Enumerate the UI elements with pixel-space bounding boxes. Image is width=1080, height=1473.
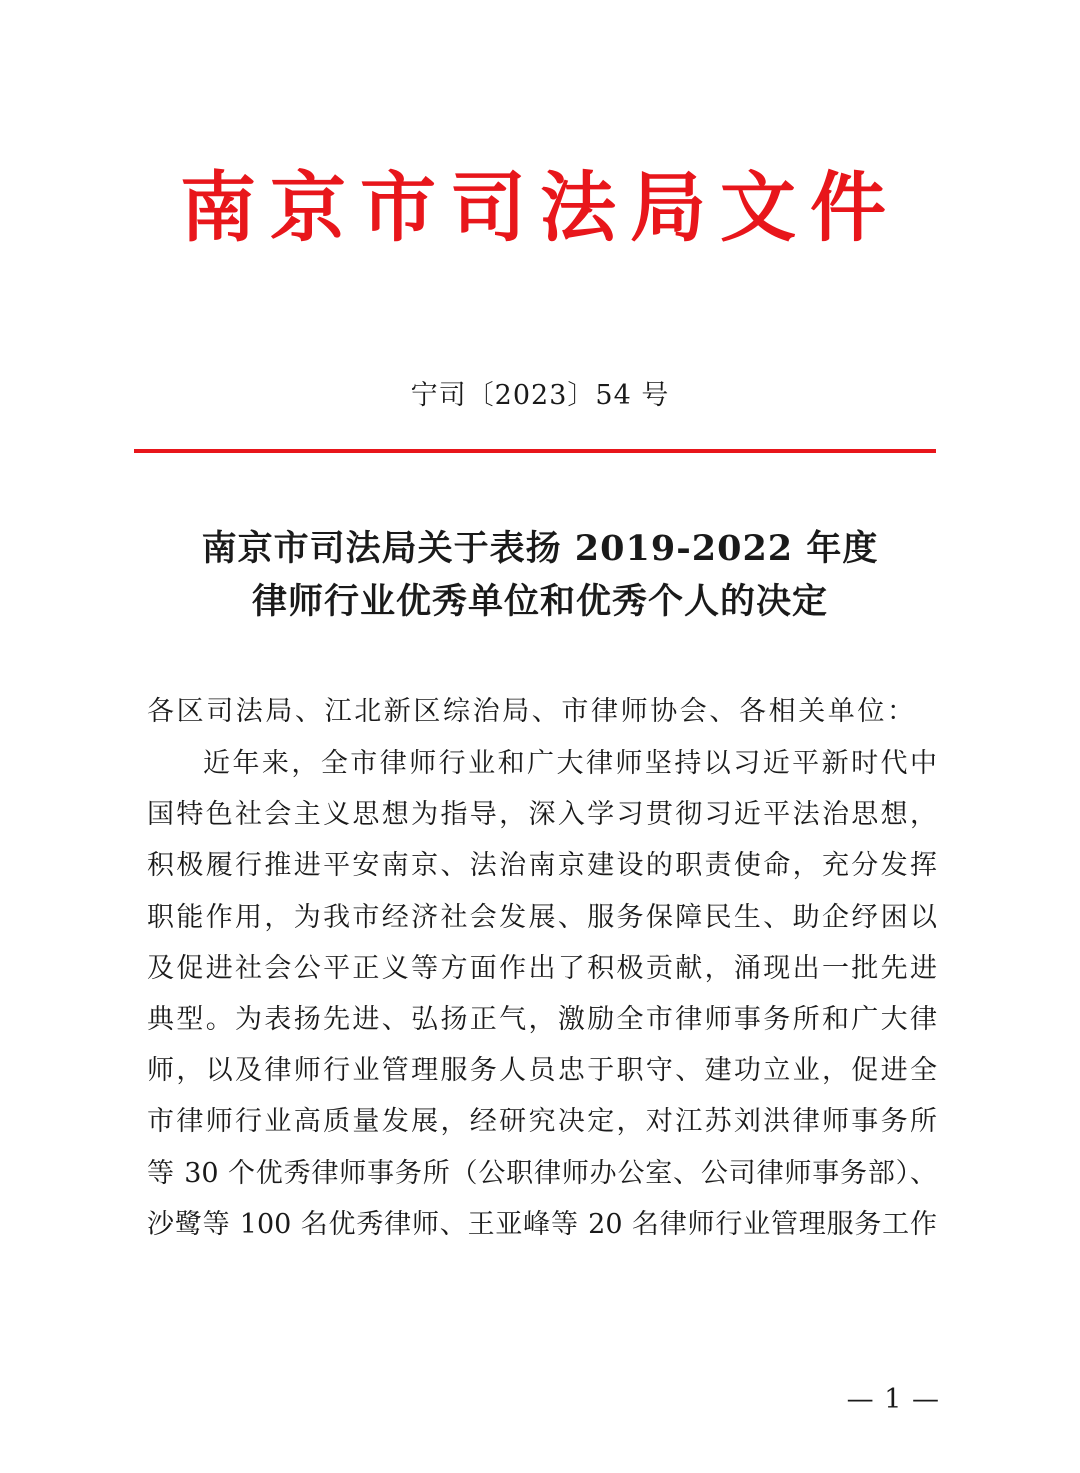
title-line-2: 律师行业优秀单位和优秀个人的决定 <box>251 581 828 622</box>
body-line: 师，以及律师行业管理服务人员忠于职守、建功立业，促进全 <box>147 1055 937 1087</box>
body-line: 积极履行推进平安南京、法治南京建设的职责使命，充分发挥 <box>147 850 937 882</box>
body-line: 市律师行业高质量发展，经研究决定，对江苏刘洪律师事务所 <box>147 1106 937 1138</box>
body-line: 沙鹭等 100 名优秀律师、王亚峰等 20 名律师行业管理服务工作 <box>147 1208 937 1240</box>
body-line: 近年来，全市律师行业和广大律师坚持以习近平新时代中 <box>203 748 937 779</box>
body-line: 典型。为表扬先进、弘扬正气，激励全市律师事务所和广大律 <box>147 1003 937 1035</box>
body-line: 职能作用，为我市经济社会发展、服务保障民生、助企纾困以 <box>147 901 937 933</box>
body-line: 国特色社会主义思想为指导，深入学习贯彻习近平法治思想， <box>147 799 937 831</box>
document-number: 宁司〔2023〕54 号 <box>410 380 670 411</box>
red-divider-line <box>134 449 936 453</box>
body-text <box>147 738 937 1250</box>
body-line: 等 30 个优秀律师事务所（公职律师办公室、公司律师事务部）、 <box>147 1157 937 1189</box>
issuer-header: 南京市司法局文件 <box>180 163 900 252</box>
title-line-1: 南京市司法局关于表扬 2019-2022 年度 <box>201 528 879 569</box>
page-number: — 1 — <box>846 1384 940 1415</box>
salutation: 各区司法局、江北新区综治局、市律师协会、各相关单位： <box>147 696 917 727</box>
body-line: 及促进社会公平正义等方面作出了积极贡献，涌现出一批先进 <box>147 952 937 984</box>
document-title <box>100 522 980 628</box>
